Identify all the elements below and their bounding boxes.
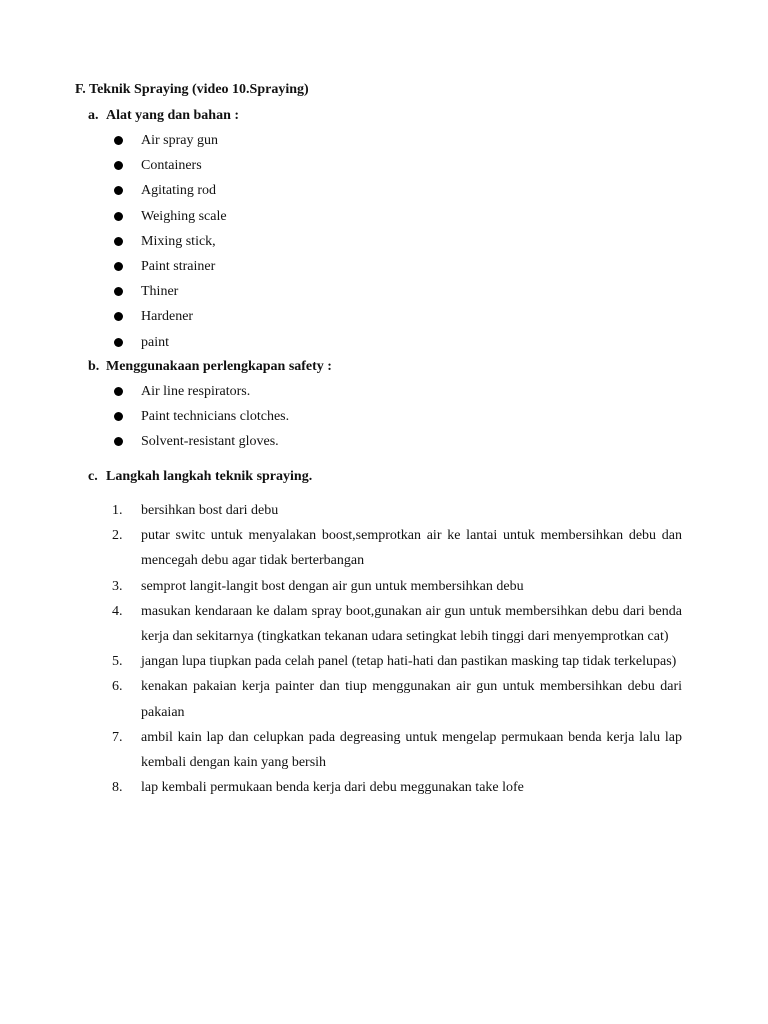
safety-list xyxy=(112,382,289,458)
bullet-icon xyxy=(114,287,123,296)
list-item xyxy=(112,181,227,206)
list-item xyxy=(112,232,227,257)
list-item xyxy=(112,207,227,232)
list-item-text: Solvent-resistant gloves. xyxy=(141,434,279,450)
step-text: putar switc untuk menyalakan boost,semprotkan air ke lantai untuk membersihkan debu dan mencegah debu agar tidak berterbangan xyxy=(141,528,682,569)
bullet-icon xyxy=(114,312,123,321)
list-item xyxy=(112,131,227,156)
subsection-a-title: Alat yang dan bahan : xyxy=(106,108,240,123)
step-number: 4. xyxy=(112,603,123,619)
list-item-text: Paint strainer xyxy=(141,258,216,274)
subsection-c-title: Langkah langkah teknik spraying. xyxy=(106,469,313,484)
subsection-b-heading xyxy=(88,357,332,377)
step-text: jangan lupa tiupkan pada celah panel (tetap hati-hati dan pastikan masking tap tidak terkelupas) xyxy=(141,654,677,670)
subsection-c-heading xyxy=(88,467,312,487)
bullet-icon xyxy=(114,437,123,446)
subsection-c-letter: c. xyxy=(88,469,98,484)
list-item xyxy=(112,156,227,181)
list-item-text: Air spray gun xyxy=(141,133,218,148)
step-text: kenakan pakaian kerja painter dan tiup menggunakan air gun untuk membersihkan debu dari pakaian xyxy=(141,679,682,720)
step-number: 1. xyxy=(112,503,123,518)
subsection-a-letter: a. xyxy=(88,108,99,123)
bullet-icon xyxy=(114,186,123,195)
step-item xyxy=(112,498,682,523)
step-number: 5. xyxy=(112,654,123,670)
list-item xyxy=(112,382,289,407)
step-text: lap kembali permukaan benda kerja dari debu meggunakan take lofe xyxy=(141,780,524,796)
bullet-icon xyxy=(114,387,123,396)
list-item xyxy=(112,432,289,457)
step-text: ambil kain lap dan celupkan pada degreasing untuk mengelap permukaan benda kerja lalu lap kembali dengan kain yang bersih xyxy=(141,729,682,771)
list-item xyxy=(112,307,227,332)
list-item-text: Air line respirators. xyxy=(141,384,251,399)
list-item-text: Hardener xyxy=(141,309,194,325)
subsection-b-letter: b. xyxy=(88,359,100,374)
step-number: 3. xyxy=(112,578,123,594)
subsection-a-heading xyxy=(88,106,239,126)
step-text: semprot langit-langit bost dengan air gun untuk membersihkan debu xyxy=(141,578,524,594)
bullet-icon xyxy=(114,412,123,421)
step-item xyxy=(112,574,682,599)
bullet-icon xyxy=(114,237,123,246)
bullet-icon xyxy=(114,212,123,221)
step-number: 2. xyxy=(112,528,123,544)
steps-list xyxy=(112,498,682,800)
bullet-icon xyxy=(114,338,123,347)
list-item-text: Mixing stick, xyxy=(141,233,216,249)
step-item xyxy=(112,725,682,775)
bullet-icon xyxy=(114,262,123,271)
list-item-text: Thiner xyxy=(141,284,179,300)
list-item xyxy=(112,407,289,432)
list-item-text: Weighing scale xyxy=(141,208,227,224)
step-number: 6. xyxy=(112,679,123,695)
step-item xyxy=(112,649,682,674)
step-text: bersihkan bost dari debu xyxy=(141,503,279,518)
list-item xyxy=(112,282,227,307)
tools-list xyxy=(112,131,227,358)
step-item xyxy=(112,599,682,649)
step-item xyxy=(112,523,682,573)
subsection-b-title: Menggunakaan perlengkapan safety : xyxy=(106,359,332,374)
list-item-text: Agitating rod xyxy=(141,183,217,199)
list-item-text: Paint technicians clotches. xyxy=(141,409,290,425)
step-item xyxy=(112,775,682,800)
bullet-icon xyxy=(114,161,123,170)
section-heading: F. Teknik Spraying (video 10.Spraying) xyxy=(75,82,309,97)
list-item xyxy=(112,257,227,282)
step-number: 7. xyxy=(112,729,123,745)
step-number: 8. xyxy=(112,780,123,796)
step-item xyxy=(112,674,682,724)
step-text: masukan kendaraan ke dalam spray boot,gunakan air gun untuk membersihkan debu dari benda kerja dan sekitarnya (tingkatkan tekanan udara setingkat lebih tinggi dari menyemprotkan cat) xyxy=(141,603,682,645)
list-item-text: Containers xyxy=(141,158,202,174)
list-item-text: paint xyxy=(141,334,169,350)
list-item xyxy=(112,333,227,358)
bullet-icon xyxy=(114,136,123,145)
